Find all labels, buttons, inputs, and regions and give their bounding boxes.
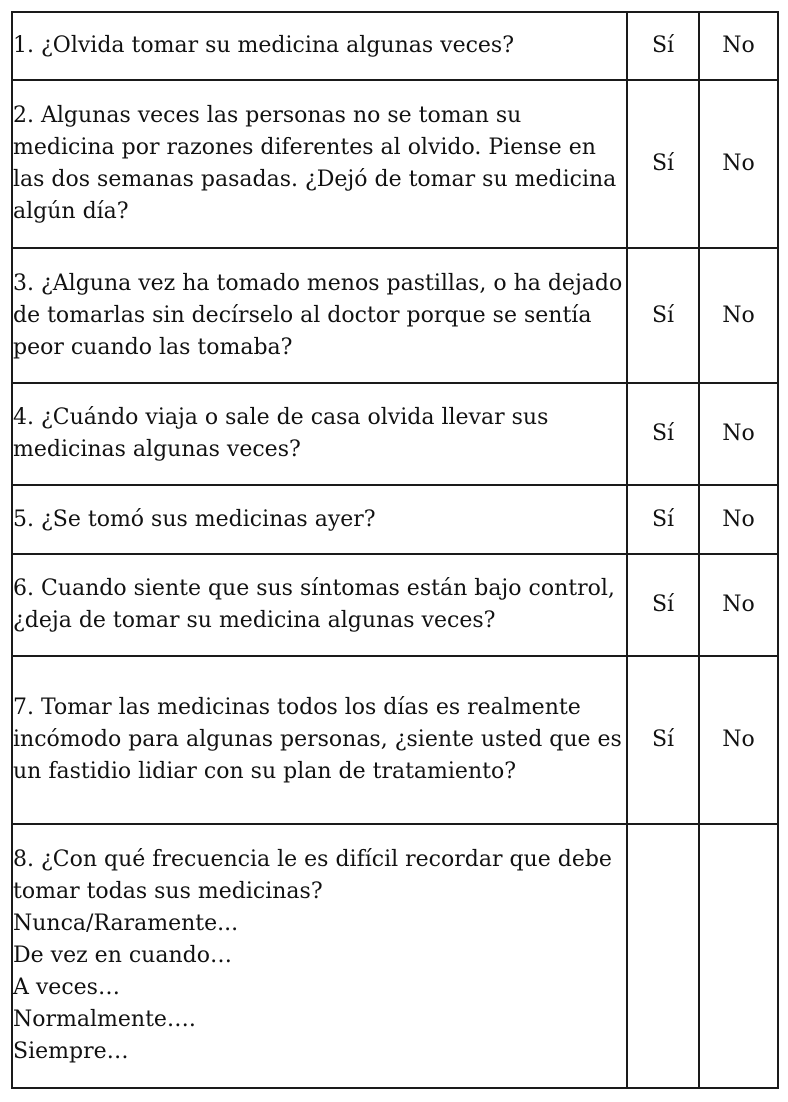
answer-no-5[interactable]: No [699, 485, 778, 554]
question-1-text: 1. ¿Olvida tomar su medicina algunas veces? [13, 33, 515, 58]
option-nunca[interactable]: Nunca/Raramente... [13, 911, 239, 936]
table-row [12, 12, 778, 80]
question-6-text: 6. Cuando siente que sus síntomas están bajo control, ¿deja de tomar su medicina algunas veces? [13, 576, 615, 633]
question-cell [12, 485, 627, 554]
question-2-text: 2. Algunas veces las personas no se toman su medicina por razones diferentes al olvido. Piense en las dos semanas pasadas. ¿Dejó de tomar su medicina algún día? [13, 103, 617, 224]
option-a-veces[interactable]: A veces… [13, 975, 120, 1000]
question-cell [12, 80, 627, 248]
question-4-text: 4. ¿Cuándo viaja o sale de casa olvida llevar sus medicinas algunas veces? [13, 405, 549, 462]
table-row [12, 554, 778, 656]
answer-yes-7[interactable]: Sí [627, 656, 699, 824]
answer-yes-5[interactable]: Sí [627, 485, 699, 554]
question-cell [12, 383, 627, 485]
answer-yes-4[interactable]: Sí [627, 383, 699, 485]
answer-yes-2[interactable]: Sí [627, 80, 699, 248]
question-cell [12, 824, 627, 1088]
table-row [12, 824, 778, 1088]
answer-yes-6[interactable]: Sí [627, 554, 699, 656]
question-cell [12, 554, 627, 656]
option-normalmente[interactable]: Normalmente…. [13, 1007, 196, 1032]
table-row [12, 80, 778, 248]
answer-empty-cell [699, 824, 778, 1088]
table-row [12, 383, 778, 485]
question-cell [12, 248, 627, 383]
question-cell [12, 12, 627, 80]
answer-empty-cell [627, 824, 699, 1088]
answer-yes-1[interactable]: Sí [627, 12, 699, 80]
questionnaire-table [11, 11, 779, 1089]
question-7-text: 7. Tomar las medicinas todos los días es realmente incómodo para algunas personas, ¿siente usted que es un fastidio lidiar con su plan de tratamiento? [13, 695, 622, 784]
answer-no-3[interactable]: No [699, 248, 778, 383]
table-row [12, 248, 778, 383]
question-3-text: 3. ¿Alguna vez ha tomado menos pastillas, o ha dejado de tomarlas sin decírselo al doctor porque se sentía peor cuando las tomaba? [13, 270, 623, 360]
option-siempre[interactable]: Siempre… [13, 1039, 129, 1064]
answer-no-1[interactable]: No [699, 12, 778, 80]
answer-no-7[interactable]: No [699, 656, 778, 824]
answer-no-6[interactable]: No [699, 554, 778, 656]
option-de-vez-en-cuando[interactable]: De vez en cuando… [13, 943, 232, 968]
question-cell [12, 656, 627, 824]
table-row [12, 656, 778, 824]
question-8-text: 8. ¿Con qué frecuencia le es difícil recordar que debe tomar todas sus medicinas? [13, 847, 612, 904]
answer-no-4[interactable]: No [699, 383, 778, 485]
question-5-text: 5. ¿Se tomó sus medicinas ayer? [13, 506, 376, 532]
table-row [12, 485, 778, 554]
answer-no-2[interactable]: No [699, 80, 778, 248]
answer-yes-3[interactable]: Sí [627, 248, 699, 383]
